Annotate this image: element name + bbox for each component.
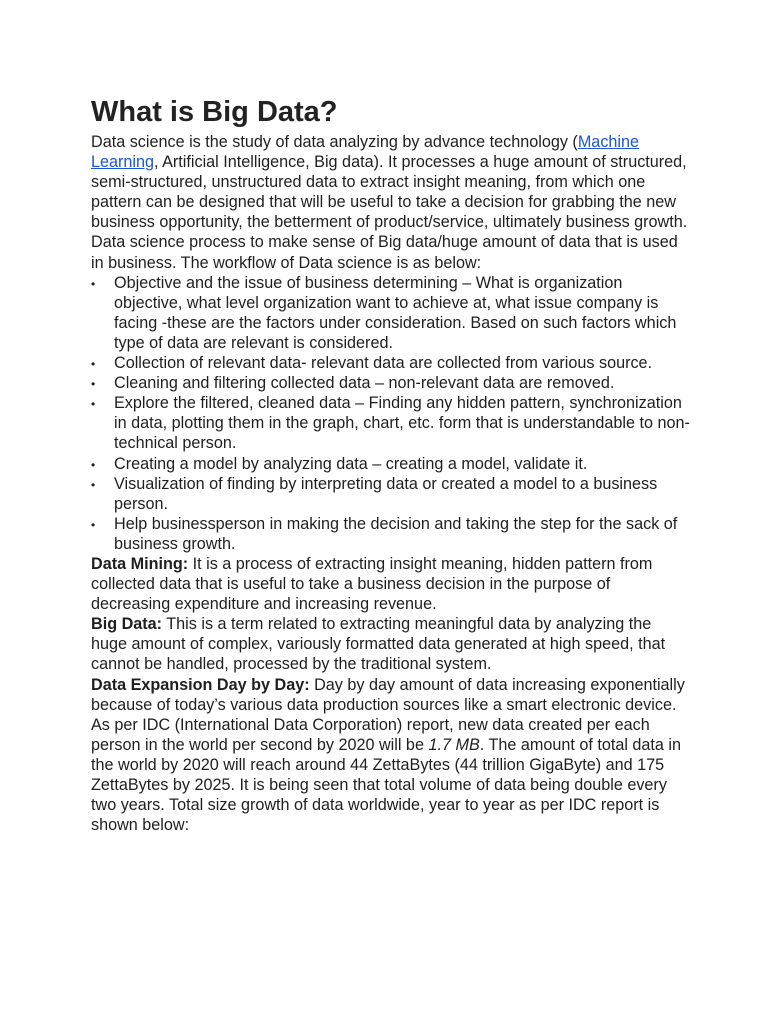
process-intro-paragraph: Data science process to make sense of Big data/huge amount of data that is used in business. The workflow of Data science is as below:	[91, 233, 678, 272]
big-data-label: Big Data:	[91, 615, 163, 634]
workflow-item-text: Visualization of finding by interpreting data or created a model to a business person.	[114, 474, 658, 513]
workflow-item	[91, 393, 691, 453]
workflow-item	[91, 373, 691, 393]
page-title: What is Big Data?	[91, 96, 338, 128]
bullet-icon: •	[91, 377, 96, 392]
bullet-icon: •	[91, 276, 96, 291]
workflow-item-text: Creating a model by analyzing data – creating a model, validate it.	[114, 454, 588, 473]
workflow-item	[91, 474, 691, 514]
bullet-icon: •	[91, 457, 96, 472]
workflow-item	[91, 514, 691, 554]
workflow-item-text: Collection of relevant data- relevant data are collected from various source.	[114, 354, 653, 373]
workflow-item-text: Cleaning and filtering collected data – non-relevant data are removed.	[114, 374, 615, 393]
big-data-text: This is a term related to extracting meaningful data by analyzing the huge amount of complex, variously formatted data generated at high speed, that cannot be handled, processed by the traditional system.	[91, 615, 666, 674]
data-mining-text: It is a process of extracting insight meaning, hidden pattern from collected data that is useful to take a business decision in the purpose of decreasing expenditure and increasing revenue.	[91, 554, 653, 614]
data-mining-paragraph	[91, 554, 691, 614]
bullet-icon: •	[91, 357, 96, 372]
big-data-paragraph	[91, 614, 691, 674]
workflow-list	[91, 273, 691, 554]
workflow-item-text: Objective and the issue of business determining – What is organization objective, what level organization want to achieve at, what issue company is facing -these are the factors under consideration. Based on such factors which type of data are relevant is considered.	[114, 273, 677, 352]
document-page	[91, 94, 691, 835]
data-expansion-paragraph	[91, 675, 691, 836]
data-expansion-text-start: Day by day amount of data increasing exponentially because of today’s various data production sources like a smart electronic device. As per IDC (International Data Corporation) report, new data created per each person in the world per second by 2020 will be	[91, 675, 685, 754]
intro-paragraph	[91, 132, 691, 232]
data-expansion-text-end: . The amount of total data in the world by 2020 will reach around 44 ZettaBytes (44 trillion GigaByte) and 175 ZettaBytes by 2025. It is being seen that total volume of data being double every two years. Total size growth of data worldwide, year to year as per IDC report is shown below:	[91, 735, 682, 835]
workflow-item	[91, 353, 691, 373]
workflow-item	[91, 273, 691, 353]
data-expansion-figure: 1.7 MB	[428, 735, 480, 754]
intro-text-end: , Artificial Intelligence, Big data). It processes a huge amount of structured, semi-structured, unstructured data to extract insight meaning, from which one pattern can be designed that will be useful to take a decision for grabbing the new business opportunity, the betterment of product/service, ultimately business growth.	[91, 153, 688, 232]
bullet-icon: •	[91, 517, 96, 532]
machine-learning-link[interactable]: Machine Learning	[91, 133, 640, 172]
data-mining-label: Data Mining:	[91, 554, 189, 573]
bullet-icon: •	[91, 477, 96, 492]
workflow-item-text: Explore the filtered, cleaned data – Finding any hidden pattern, synchronization in data, plotting them in the graph, chart, etc. form that is understandable to non-technical person.	[114, 394, 690, 453]
bullet-icon: •	[91, 397, 96, 412]
workflow-item-text: Help businessperson in making the decision and taking the step for the sack of business growth.	[114, 514, 678, 553]
workflow-item	[91, 454, 691, 474]
data-expansion-label: Data Expansion Day by Day:	[91, 675, 310, 694]
intro-text-start: Data science is the study of data analyzing by advance technology (	[91, 133, 578, 151]
